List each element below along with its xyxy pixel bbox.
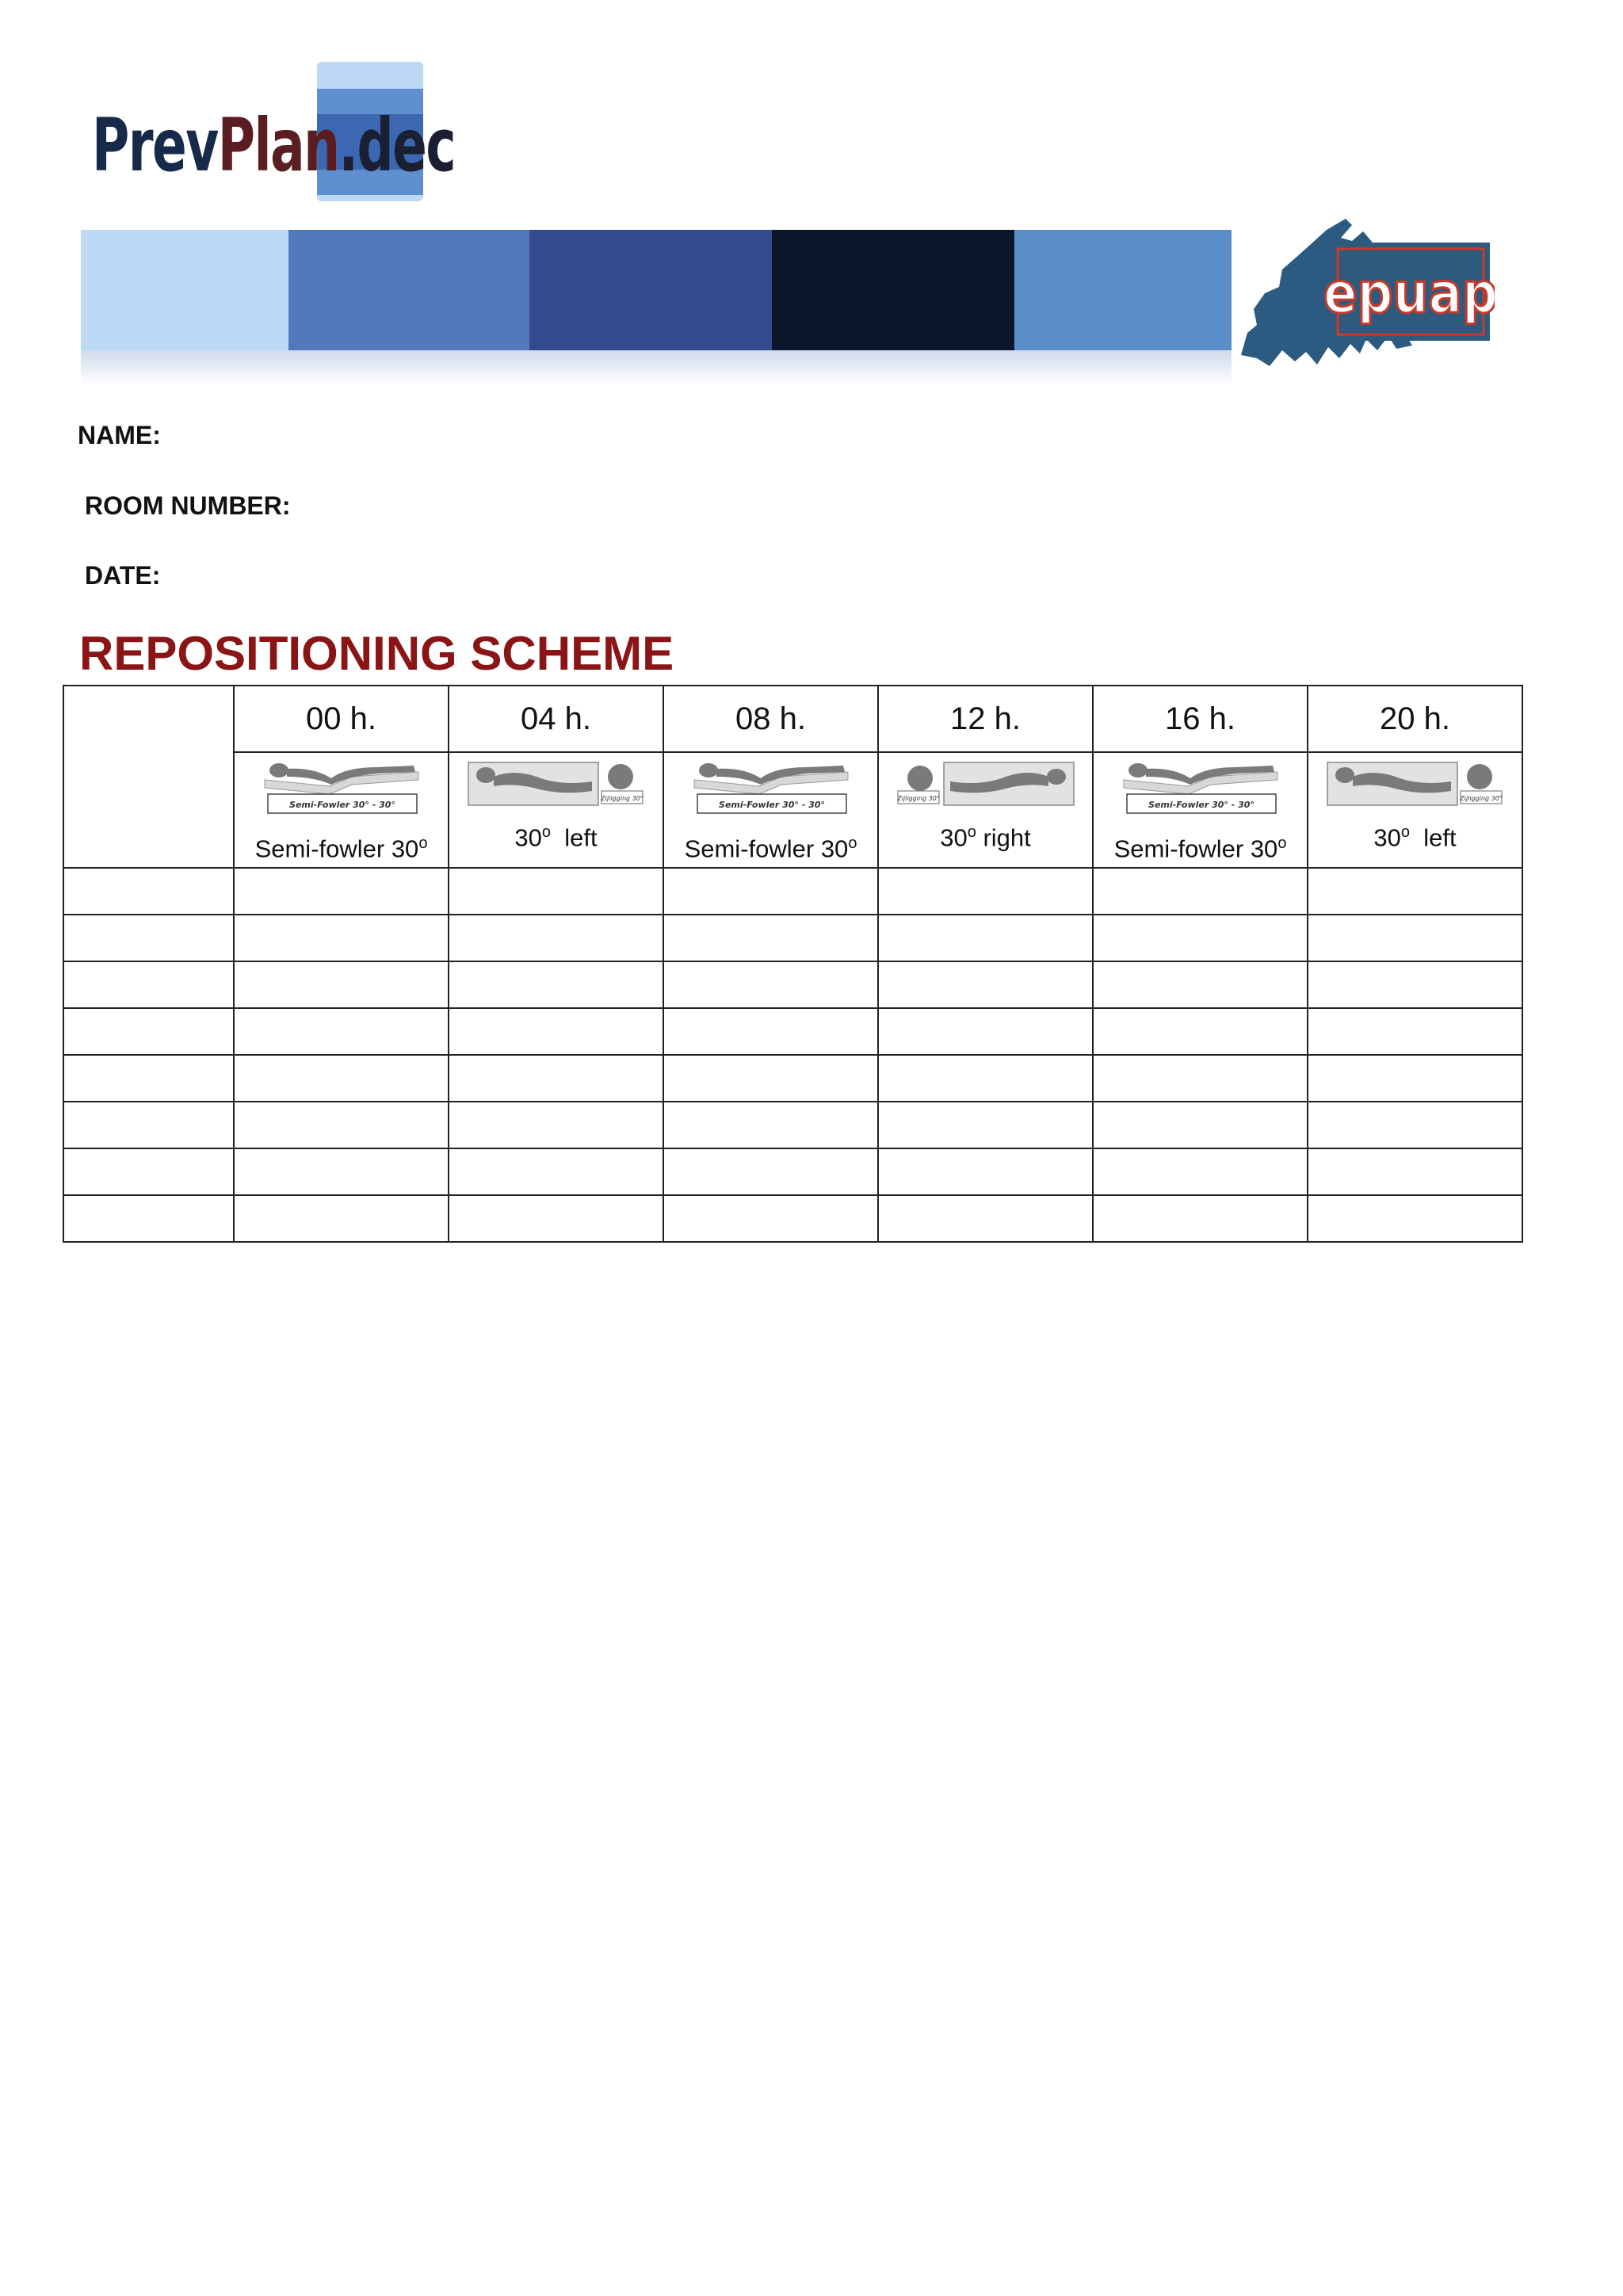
header-color-banner <box>81 230 1232 385</box>
banner-block <box>772 230 1014 350</box>
lateral-left-position-icon <box>449 759 663 814</box>
lateral-left-position-icon <box>1308 759 1522 814</box>
entry-cell[interactable] <box>449 868 663 915</box>
entry-cell[interactable] <box>449 1148 663 1195</box>
entry-cell[interactable] <box>234 1148 449 1195</box>
entry-cell[interactable] <box>1308 1055 1522 1102</box>
banner-block <box>288 230 529 350</box>
banner-block <box>529 230 772 350</box>
entry-cell[interactable] <box>663 868 878 915</box>
entry-cell[interactable] <box>234 915 449 961</box>
entry-cell[interactable] <box>1308 1148 1522 1195</box>
entry-cell[interactable] <box>234 1008 449 1055</box>
row-label-cell[interactable] <box>63 868 234 915</box>
row-label-cell[interactable] <box>63 1102 234 1148</box>
repositioning-table <box>63 685 1523 1243</box>
entry-cell[interactable] <box>663 1148 878 1195</box>
logo-text-dec: .dec <box>338 103 456 188</box>
table-row <box>63 1148 1522 1195</box>
entry-cell[interactable] <box>449 915 663 961</box>
entry-cell[interactable] <box>1093 1008 1308 1055</box>
hour-header: 04 h. <box>449 686 663 752</box>
position-caption: Zijligging 30° <box>1459 795 1503 802</box>
entry-cell[interactable] <box>878 961 1093 1008</box>
entry-cell[interactable] <box>1308 1008 1522 1055</box>
table-row <box>63 868 1522 915</box>
entry-cell[interactable] <box>234 1055 449 1102</box>
row-label-cell[interactable] <box>63 915 234 961</box>
lateral-right-position-icon <box>879 759 1092 814</box>
position-caption: Zijligging 30° <box>896 795 940 802</box>
entry-cell[interactable] <box>449 1195 663 1242</box>
entry-cell[interactable] <box>663 915 878 961</box>
entry-cell[interactable] <box>663 1102 878 1148</box>
table-row <box>63 1008 1522 1055</box>
name-label: NAME: <box>78 421 161 449</box>
hour-header: 12 h. <box>878 686 1093 752</box>
position-caption: Zijligging 30° <box>600 795 643 802</box>
prevplan-logo <box>87 59 456 204</box>
entry-cell[interactable] <box>1093 868 1308 915</box>
entry-cell[interactable] <box>1093 1148 1308 1195</box>
hour-header: 20 h. <box>1308 686 1522 752</box>
entry-cell[interactable] <box>1093 961 1308 1008</box>
entry-cell[interactable] <box>449 961 663 1008</box>
entry-cell[interactable] <box>878 868 1093 915</box>
entry-cell[interactable] <box>234 1102 449 1148</box>
row-label-cell[interactable] <box>63 1195 234 1242</box>
row-label-cell[interactable] <box>63 961 234 1008</box>
position-cell <box>878 752 1093 868</box>
position-label: 30$^o$ left <box>514 823 598 852</box>
row-label-cell[interactable] <box>63 1008 234 1055</box>
hour-header: 08 h. <box>663 686 878 752</box>
position-caption: Semi-Fowler 30° - 30° <box>1148 800 1254 810</box>
entry-cell[interactable] <box>1093 1195 1308 1242</box>
entry-cell[interactable] <box>878 915 1093 961</box>
position-label: Semi-fowler 30$^o$ <box>1113 835 1287 863</box>
entry-cell[interactable] <box>234 961 449 1008</box>
epuap-text: epuap <box>1323 261 1495 326</box>
position-cell <box>234 752 449 868</box>
entry-cell[interactable] <box>878 1008 1093 1055</box>
entry-cell[interactable] <box>1093 1102 1308 1148</box>
entry-cell[interactable] <box>234 1195 449 1242</box>
entry-cell[interactable] <box>449 1102 663 1148</box>
entry-cell[interactable] <box>1093 915 1308 961</box>
hour-header: 16 h. <box>1093 686 1308 752</box>
position-label: Semi-fowler 30$^o$ <box>684 835 857 863</box>
entry-cell[interactable] <box>878 1102 1093 1148</box>
table-row <box>63 961 1522 1008</box>
entry-cell[interactable] <box>1308 1102 1522 1148</box>
table-row <box>63 1195 1522 1242</box>
banner-block <box>1014 230 1232 350</box>
epuap-logo <box>1233 214 1495 372</box>
entry-cell[interactable] <box>1308 915 1522 961</box>
entry-cell[interactable] <box>449 1055 663 1102</box>
position-caption: Semi-Fowler 30° - 30° <box>718 800 825 810</box>
semi-fowler-position-icon <box>664 759 877 825</box>
position-label: Semi-fowler 30$^o$ <box>254 835 428 863</box>
table-row <box>63 915 1522 961</box>
logo-text-plan: Plan <box>217 103 339 188</box>
room-number-label: ROOM NUMBER: <box>85 491 291 520</box>
page-title: REPOSITIONING SCHEME <box>79 627 674 680</box>
hour-header: 00 h. <box>234 686 449 752</box>
logo-text-prev: Prev <box>92 103 218 188</box>
position-label: 30$^o$ right <box>940 823 1031 852</box>
entry-cell[interactable] <box>1308 961 1522 1008</box>
position-cell <box>1093 752 1308 868</box>
position-caption: Semi-Fowler 30° - 30° <box>288 800 395 810</box>
entry-cell[interactable] <box>449 1008 663 1055</box>
date-label: DATE: <box>85 561 161 590</box>
position-cell <box>1308 752 1522 868</box>
entry-cell[interactable] <box>878 1148 1093 1195</box>
entry-cell[interactable] <box>234 868 449 915</box>
entry-cell[interactable] <box>878 1055 1093 1102</box>
position-cell <box>449 752 663 868</box>
position-label: 30$^o$ left <box>1373 823 1457 852</box>
semi-fowler-position-icon <box>1094 759 1307 825</box>
row-label-cell[interactable] <box>63 1148 234 1195</box>
table-row <box>63 1055 1522 1102</box>
row-label-header-cell[interactable] <box>63 686 234 868</box>
entry-cell[interactable] <box>1308 1195 1522 1242</box>
entry-cell[interactable] <box>878 1195 1093 1242</box>
row-label-cell[interactable] <box>63 1055 234 1102</box>
entry-cell[interactable] <box>663 1008 878 1055</box>
entry-cell[interactable] <box>663 961 878 1008</box>
semi-fowler-position-icon <box>235 759 448 825</box>
position-cell <box>663 752 878 868</box>
entry-cell[interactable] <box>663 1055 878 1102</box>
entry-cell[interactable] <box>1308 868 1522 915</box>
entry-cell[interactable] <box>1093 1055 1308 1102</box>
table-row <box>63 1102 1522 1148</box>
entry-cell[interactable] <box>663 1195 878 1242</box>
banner-block <box>81 230 288 350</box>
